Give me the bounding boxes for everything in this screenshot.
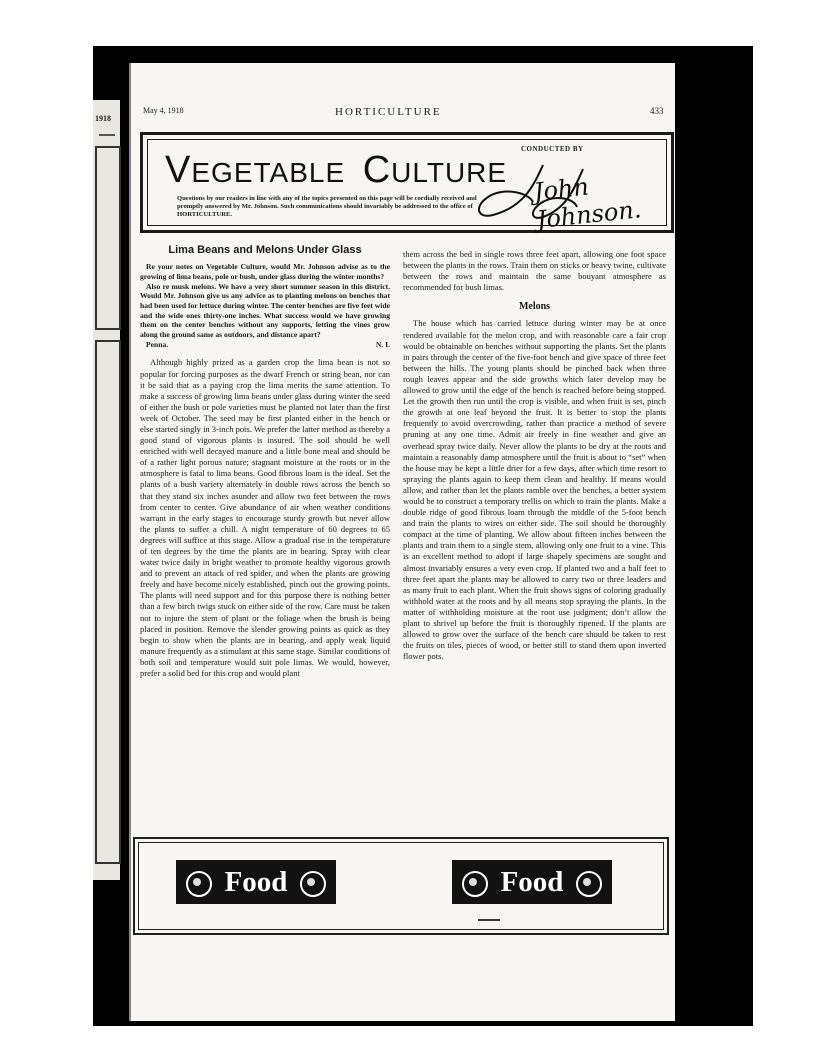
banner-title	[165, 149, 507, 192]
question-paragraph: Re your notes on Vegetable Culture, would Mr. Johnson advise as to the growing of lima beans, pole or bush, under glass during the winter months?	[140, 262, 390, 281]
signature: John Johnson.	[532, 172, 643, 234]
title-word: ULTURE	[391, 157, 508, 188]
edge-frame	[95, 146, 121, 330]
edge-frame	[95, 340, 121, 864]
header-date: May 4, 1918	[143, 106, 184, 115]
food-ad-text: Food	[500, 866, 564, 898]
seal-icon	[576, 871, 602, 897]
title-word: EGETABLE	[191, 157, 346, 188]
page-gutter	[129, 63, 131, 1021]
banner-intro: Questions by our readers in line with any of the topics presented on this page will be cordially received and promptly answered by Mr. Johnson. Such communications should invariably be addressed to the office of HORTICULTURE.	[177, 195, 477, 218]
answer-paragraph: Although highly prized as a garden crop the lima bean is not so popular for forcing purposes as the dwarf French or string bean, nor can it be said that as a paying crop the lima merits the same attention. To make a success of growing lima beans under glass during winter the seed of either the bush or pole varieties must be planted not later than the first week of October. The seed may be first planted either in the bench or else started singly in 3-inch pots. We prefer the latter method as thereby a good stand of vigorous plants is insured. The soil should be well enriched with well decayed manure and a little bone meal and should be of a rather light porous nature; stagnant moisture at the roots or in the atmosphere is fatal to lima beans. Good fibrous loam is the ideal. Set the plants of a bush variety alternately in double rows across the bench so that they stand six inches asunder and allow two feet between the rows from center to center. Give abundance of air when weather conditions warrant in the early stages to encourage sturdy growth but never allow the plants to suffer a chill. A night temperature of 60 degrees to 65 degrees will suffice at this stage. Allow a gradual rise in the temperature of ten degrees by the time the plants are in bearing. Spray with clear water twice daily in bright weather to promote healthy vigorous growth and to prevent an attack of red spider, and when the plants are growing freely and have become nicely established, pinch out the growing points. The plants will need support and for this purpose there is nothing better than a few birch twigs stuck on either side of the row. Care must be taken not to injure the stem of plant or the foliage when the brush is being placed in position. Remove the slender growing points as quick as they begin to show when the plants are in bearing, and apply weak liquid manure frequently as a stimulant at this same stage. Similar conditions of both soil and temperature would suit pole limas. We would, however, prefer a solid bed for this crop and would plant	[140, 357, 390, 679]
question-signoff	[140, 340, 390, 350]
question-initials: N. I.	[375, 339, 390, 349]
food-ad-left	[176, 860, 336, 904]
question-paragraph: Also re musk melons. We have a very short summer season in this district. Would Mr. Johnson give us any advice as to planting melons on benches that had been used for lettuce during winter. The center benches are five feet wide and the wide ones thirty-one inches. What success would we have growing them on the center benches without any supports, letting the vines grow along the ground same as outdoors, and distance apart?	[140, 281, 390, 340]
question-state: Penna.	[146, 339, 169, 349]
conducted-by: CONDUCTED BY	[521, 145, 584, 153]
column-banner	[140, 132, 674, 233]
seal-icon	[300, 871, 326, 897]
header-title: HORTICULTURE	[335, 106, 442, 118]
article-title: Lima Beans and Melons Under Glass	[168, 244, 362, 256]
reader-question	[140, 262, 390, 349]
seal-icon	[186, 871, 212, 897]
ad-dash	[478, 919, 500, 921]
previous-page-edge	[93, 100, 120, 880]
melons-heading: Melons	[518, 301, 551, 313]
left-column	[140, 245, 390, 679]
title-initial: C	[362, 149, 392, 191]
edge-rule	[99, 134, 115, 136]
title-initial: V	[165, 149, 192, 191]
answer-continuation: them across the bed in single rows three feet apart, allowing one foot space between the plants in the rows. Train them on sticks or heavy twine, cultivate between the rows and maintain the same bouyant atmosphere as recommended for bush limas.	[403, 249, 666, 293]
food-ad-text: Food	[224, 866, 288, 898]
food-ad-right	[452, 860, 612, 904]
seal-icon	[462, 871, 488, 897]
right-column	[403, 249, 666, 662]
page-number: 433	[650, 106, 664, 116]
melons-paragraph: The house which has carried lettuce during winter may be at once rendered available for the melon crop, and with reasonable care a fair crop would be obtainable on benches without supporting the plants. Set the plants in pairs through the center of the five-foot bench and give space of three feet between the hills. The young plants should be pinched back when three rough leaves appear and the side growths which later develop may be allowed to grow until the edge of the bench is reached before being stopped. Let the growth then run until the crop is visible, and when fruit is set, pinch the growth at one leaf beyond the fruit. It is better to stop the plants frequently to avoid overcrowding, rather than practice a method of severe pruning at any one time. Admit air freely in fine weather and give an overhead spray twice daily. Never allow the plants to be dry at the roots and maintain a reasonably damp atmosphere until the fruit is about to “set” when the house may be kept a little drier for a few days, after which time resort to spraying the plants again to keep them clean and healthy. If means would allow, and rather than let the plants ramble over the benches, a better system would be to construct a temporary trellis on which to train the plants. Make a double ridge of good fibrous loam through the middle of the 5-foot bench and train the plants to wires on either side. The soil should be thoroughly compact at the time of planting. We allow about fifteen inches between the plants and train them to a single stem, allowing only one fruit to a vine. This is an excellent method to adopt if large shapely specimens are sought and almost invariably ensures a very even crop. If planted two and a half feet to three feet apart the plants may be allowed to carry two or three leaders and as many fruit to each plant. When the fruit shows signs of coloring gradually withhold water at the roots and by all means stop spraying the plants. In the matter of withholding moisture at the root use judgment; don’t allow the plant to shrivel up before the fruit is thoroughly ripened. If the plants are allowed to grow over the surface of the bench care should be taken to rest the fruits on tiles, pieces of wood, or better still to stand them upon inverted flower pots.	[403, 318, 666, 662]
side-mark: 1918	[95, 114, 111, 123]
